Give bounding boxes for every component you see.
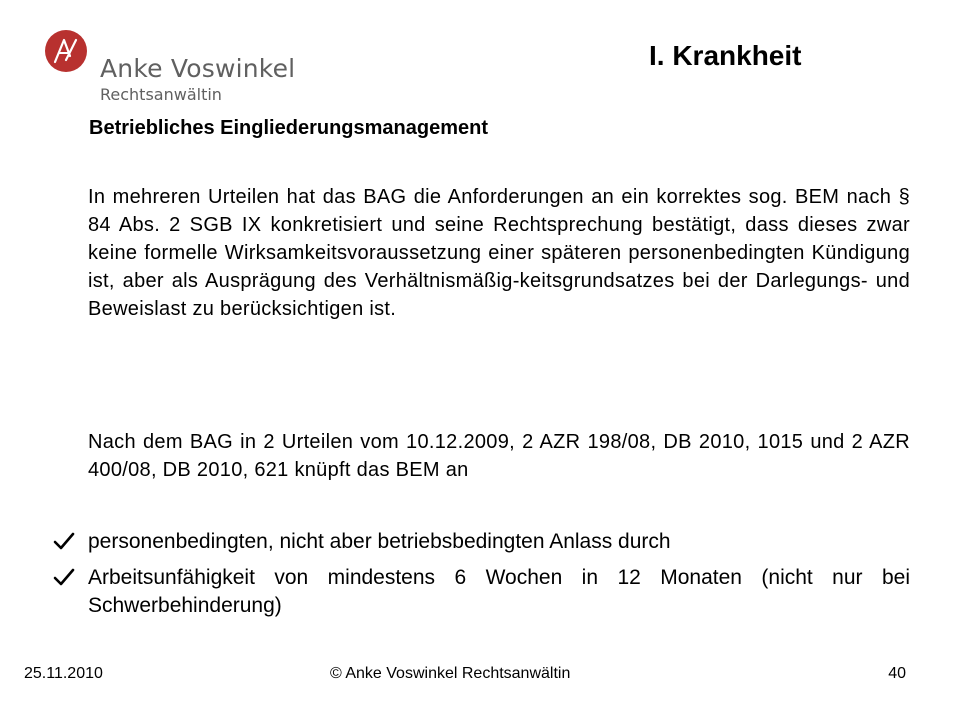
logo-mark-icon <box>45 30 87 72</box>
slide-title: I. Krankheit <box>649 40 802 71</box>
bullet-list <box>52 528 910 628</box>
paragraph-1: In mehreren Urteilen hat das BAG die Anforderungen an ein korrektes sog. BEM nach § 84 Abs. 2 SGB IX konkretisiert und seine Rechtsprechung bestätigt, dass dieses zwar keine formelle Wirksamkeitsvoraussetzung einer späteren personenbedingten Kündigung ist, aber als Ausprägung des Verhältnismäßig-keitsgrundsatzes bei der Darlegungs- und Beweislast zu berücksichtigen ist. <box>88 186 910 320</box>
slide-subtitle: Betriebliches Eingliederungsmanagement <box>89 117 488 139</box>
logo-name: Anke Voswinkel <box>100 54 296 83</box>
logo-subtitle: Rechtsanwältin <box>100 85 222 104</box>
footer-date: 25.11.2010 <box>24 665 103 682</box>
footer-page-number: 40 <box>888 665 906 682</box>
paragraph-2: Nach dem BAG in 2 Urteilen vom 10.12.2009, 2 AZR 198/08, DB 2010, 1015 und 2 AZR 400/08, DB 2010, 621 knüpft das BEM an <box>88 431 910 481</box>
checkmark-icon <box>52 565 76 589</box>
list-item <box>52 564 910 620</box>
footer-copyright: © Anke Voswinkel Rechtsanwältin <box>330 665 571 682</box>
checkmark-icon <box>52 529 76 553</box>
logo <box>45 30 305 105</box>
bullet-text: Arbeitsunfähigkeit von mindestens 6 Wochen in 12 Monaten (nicht nur bei Schwerbehinderung) <box>88 566 910 617</box>
list-item <box>52 528 910 556</box>
bullet-text: personenbedingten, nicht aber betriebsbedingten Anlass durch <box>88 530 671 553</box>
